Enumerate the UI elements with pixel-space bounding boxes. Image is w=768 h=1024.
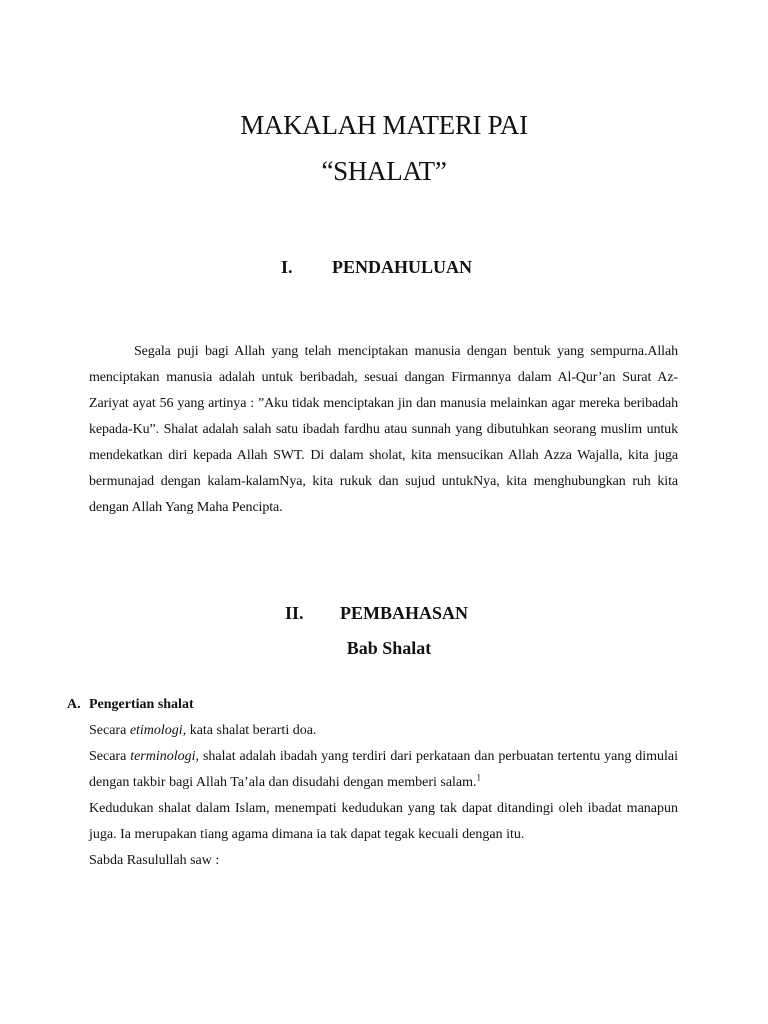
section-number: II. bbox=[285, 603, 304, 623]
document-title: MAKALAH MATERI PAI bbox=[240, 110, 528, 140]
intro-paragraph: Segala puji bagi Allah yang telah menciptakan manusia dengan bentuk yang sempurna.Allah menciptakan manusia adalah untuk beribadah, sesuai dangan Firmannya dalam Al-Qur’an Surat Az-Zariyat ayat 56 yang artinya : ”Aku tidak menciptakan jin dan manusia melainkan agar mereka beribadah kepada-Ku”. Shalat adalah salah satu ibadah fardhu atau sunnah yang dibutuhkan seorang muslim untuk mendekatkan diri kepada Allah SWT. Di dalam sholat, kita mensucikan Allah Azza Wajalla, kita juga bermunajad dengan kalam-kalamNya, kita rukuk dan sujud untukNya, kita menghubungkan ruh kita dengan Allah Yang Maha Pencipta. bbox=[89, 344, 678, 515]
text-span: kata shalat berarti doa. bbox=[186, 723, 317, 738]
italic-term: terminologi, bbox=[130, 749, 200, 764]
subsection-letter: A. bbox=[67, 697, 81, 712]
terminology-line bbox=[89, 744, 678, 796]
subsection-body bbox=[89, 718, 678, 874]
document-subject: “SHALAT” bbox=[321, 156, 447, 186]
etymology-line bbox=[89, 718, 678, 744]
text-span: Secara bbox=[89, 749, 131, 764]
section-number: I. bbox=[281, 257, 293, 277]
hadith-intro-line: Sabda Rasulullah saw : bbox=[89, 853, 220, 868]
section-heading-pembahasan bbox=[0, 599, 768, 627]
section-title: PEMBAHASAN bbox=[340, 603, 469, 623]
chapter-subtitle: Bab Shalat bbox=[346, 638, 432, 658]
position-line: Kedudukan shalat dalam Islam, menempati kedudukan yang tak dapat ditandingi oleh ibadat manapun juga. Ia merupakan tiang agama dimana ia tak dapat tegak kecuali dengan itu. bbox=[89, 801, 678, 842]
text-span: shalat adalah ibadah yang terdiri dari perkataan dan perbuatan tertentu yang dimulai dengan takbir bagi Allah Ta’ala dan disudahi dengan memberi salam. bbox=[89, 749, 678, 790]
section-title: PENDAHULUAN bbox=[332, 257, 473, 277]
italic-term: etimologi, bbox=[129, 723, 187, 738]
text-span: Secara bbox=[89, 723, 130, 738]
subsection-title: Pengertian shalat bbox=[89, 697, 194, 712]
footnote-reference[interactable]: 1 bbox=[476, 772, 482, 783]
section-heading-pendahuluan bbox=[0, 253, 768, 281]
